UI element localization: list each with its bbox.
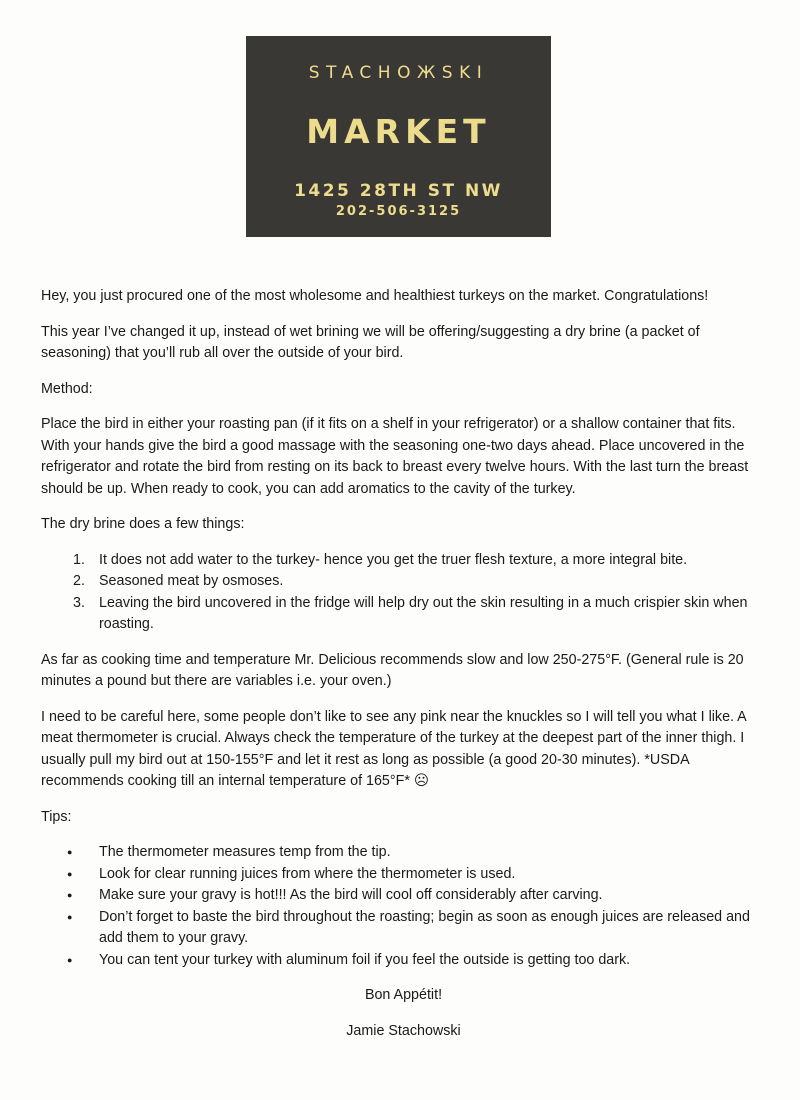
brine-item (73, 550, 766, 572)
bullet-icon: ● (67, 847, 73, 857)
closing: Bon Appétit! (364, 987, 443, 1003)
brine-heading: The dry brine does a few things: (41, 516, 245, 532)
brine-item-text: Seasoned meat by osmoses. (99, 573, 284, 589)
brine-item-number: 2. (73, 573, 85, 589)
tip-text: You can tent your turkey with aluminum foil if you feel the outside is getting too dark. (99, 951, 631, 968)
signature: Jamie Stachowski (346, 1022, 461, 1039)
brine-list (41, 550, 766, 636)
tip-text: Make sure your gravy is hot!!! As the bird will cool off considerably after carving. (99, 887, 603, 903)
brine-item-text: Leaving the bird uncovered in the fridge will help dry out the skin resulting in a much crispier skin when roasting. (99, 594, 748, 632)
tip-item (67, 950, 766, 972)
brine-item-number: 1. (73, 551, 85, 568)
brine-item-text: It does not add water to the turkey- hence you get the truer flesh texture, a more integral bite. (99, 551, 688, 568)
logo-address: 1425 28TH ST NW (294, 181, 503, 201)
method-paragraph: Place the bird in either your roasting pan (if it fits on a shelf in your refrigerator) or a shallow container that fits. With your hands give the bird a good massage with the seasoning one-two days ahead. Place uncovered in the refrigerator and rotate the bird from resting on its back to breast every twelve hours. With the last turn the breast should be up. When ready to cook, you can add aromatics to the cavity of the turkey. (41, 416, 749, 497)
tip-text: The thermometer measures temp from the tip. (99, 844, 391, 860)
tip-item (67, 842, 766, 864)
brine-item (73, 571, 766, 593)
tip-text: Don’t forget to baste the bird throughout the roasting; begin as soon as enough juices are released and add them to your gravy. (99, 908, 750, 946)
tip-item (67, 907, 766, 950)
bullet-icon: ● (67, 954, 73, 965)
method-heading: Method: (41, 380, 93, 397)
cooking-paragraph: As far as cooking time and temperature Mr. Delicious recommends slow and low 250-275°F. (General rule is 20 minutes a pound but there are variables i.e. your oven.) (41, 651, 744, 689)
bullet-icon: ● (67, 911, 73, 922)
logo-name: STACHOЖSKI (308, 63, 489, 83)
logo-phone: 202-506-3125 (335, 204, 462, 219)
tips-heading: Tips: (41, 808, 72, 825)
bullet-icon: ● (67, 890, 73, 900)
change-paragraph: This year I’ve changed it up, instead of wet brining we will be offering/suggesting a dry brine (a packet of seasoning) that you’ll rub all over the outside of your bird. (41, 323, 700, 361)
tips-list (41, 842, 766, 971)
tip-item (67, 885, 766, 907)
bullet-icon: ● (67, 868, 73, 879)
letter-body (41, 286, 766, 1056)
intro-paragraph: Hey, you just procured one of the most wholesome and healthiest turkeys on the market. Congratulations! (41, 288, 709, 304)
logo-market: MARKET (306, 112, 491, 151)
market-logo (246, 36, 551, 237)
tip-text: Look for clear running juices from where the thermometer is used. (99, 865, 516, 882)
tip-item (67, 864, 766, 886)
brine-item (73, 593, 766, 636)
brine-item-number: 3. (73, 594, 85, 611)
doneness-paragraph: I need to be careful here, some people don’t like to see any pink near the knuckles so I will tell you what I like. A meat thermometer is crucial. Always check the temperature of the turkey at the deepest part of the inner thigh. I usually pull my bird out at 150-155°F and let it rest as long as possible (a good 20-30 minutes). *USDA recommends cooking till an internal temperature of 165°F* ☹ (41, 708, 746, 789)
